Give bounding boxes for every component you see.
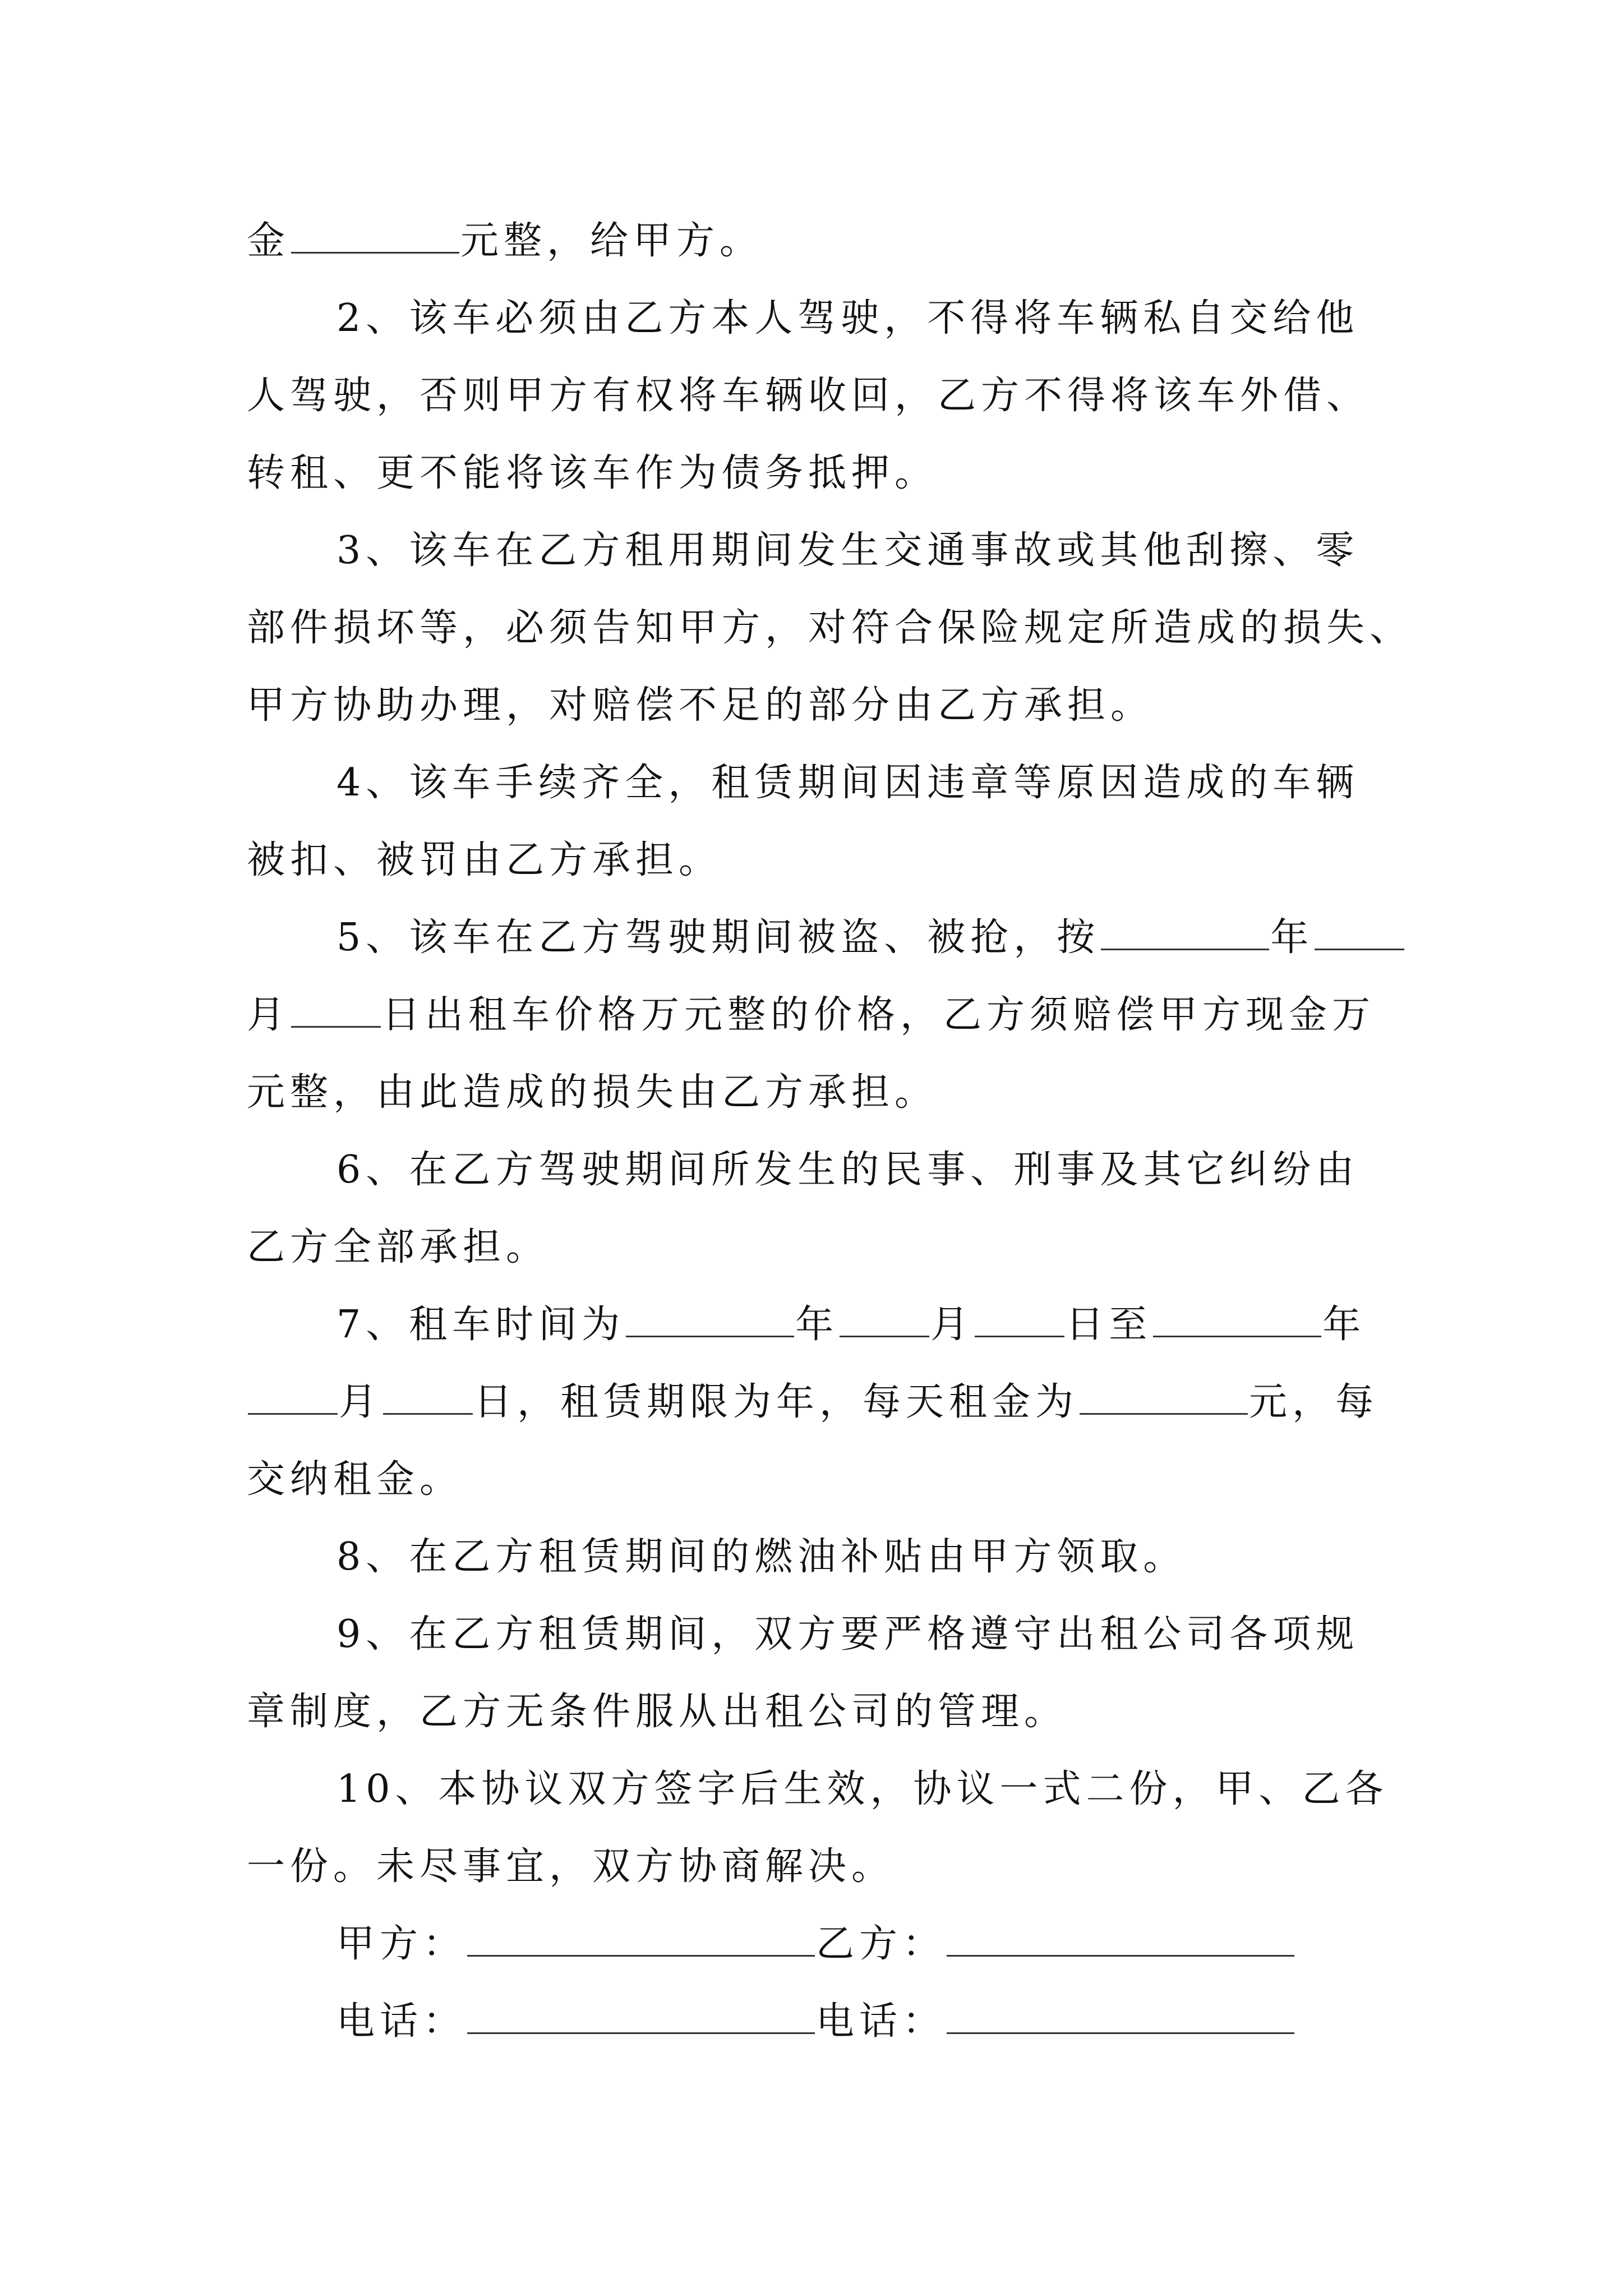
paragraph-line: [247, 1839, 895, 1895]
paragraph-line: [247, 1452, 463, 1508]
line-text: 章制度，乙方无条件服从出租公司的管理。: [247, 1690, 1068, 1734]
fill-blank: [1315, 912, 1404, 950]
phone-b-blank: [947, 1995, 1294, 2034]
line-text: 年: [1270, 915, 1314, 960]
phone-a-label: 电话：: [336, 1999, 467, 2044]
phone-b-label: 电话：: [816, 1999, 946, 2044]
paragraph-line: [336, 755, 1359, 811]
line-text: 被扣、被罚由乙方承担。: [247, 838, 722, 882]
paragraph-line: [247, 678, 1154, 734]
paragraph-line: [336, 910, 1405, 966]
paragraph-line: [336, 291, 1359, 347]
paragraph-line: [247, 832, 722, 889]
paragraph-line: [247, 1065, 938, 1121]
phone-a-blank: [467, 1995, 815, 2034]
fill-blank: [626, 1299, 794, 1337]
line-text: 元，每: [1249, 1380, 1379, 1424]
line-text: 日至: [1066, 1303, 1152, 1347]
paragraph-line: [247, 1684, 1067, 1740]
paragraph-line: [336, 1297, 1366, 1353]
paragraph-line: [247, 445, 938, 501]
line-text: 4、该车手续齐全，租赁期间因违章等原因造成的车辆: [336, 761, 1359, 805]
party-b-label: 乙方：: [816, 1922, 946, 1966]
paragraph-line: [336, 1529, 1186, 1585]
line-text: 部件损坏等，必须告知甲方，对符合保险规定所造成的损失、: [247, 606, 1413, 650]
line-text: 月: [339, 1380, 382, 1424]
line-text: 7、租车时间为: [336, 1303, 625, 1347]
party-a-label: 甲方：: [336, 1922, 467, 1966]
line-text: 转租、更不能将该车作为债务抵押。: [247, 451, 938, 495]
fill-blank: [383, 1376, 473, 1415]
fill-blank: [975, 1299, 1064, 1337]
fill-blank: [291, 215, 459, 254]
line-text: 3、该车在乙方租用期间发生交通事故或其他刮擦、零: [336, 528, 1359, 573]
line-text: 2、该车必须由乙方本人驾驶，不得将车辆私自交给他: [336, 296, 1359, 341]
line-text: 元整，给甲方。: [460, 219, 763, 263]
line-text: 8、在乙方租赁期间的燃油补贴由甲方领取。: [336, 1535, 1187, 1579]
party-b-signature-blank: [947, 1918, 1294, 1957]
paragraph-line: [336, 523, 1359, 579]
line-text: 一份。未尽事宜，双方协商解决。: [247, 1844, 895, 1889]
line-text: 9、在乙方租赁期间，双方要严格遵守出租公司各项规: [336, 1612, 1359, 1657]
line-text: 日，租赁期限为年，每天租金为: [474, 1380, 1079, 1424]
line-text: 乙方全部承担。: [247, 1225, 550, 1269]
line-text: 日出租车价格万元整的价格，乙方须赔偿甲方现金万: [382, 993, 1376, 1037]
party-a-signature-blank: [467, 1918, 815, 1957]
signature-row-phones: [336, 1994, 1295, 2050]
line-text: 月: [930, 1303, 974, 1347]
line-text: 5、该车在乙方驾驶期间被盗、被抢，按: [336, 915, 1100, 960]
line-text: 金: [247, 219, 291, 263]
line-text: 年: [1322, 1303, 1366, 1347]
line-text: 元整，由此造成的损失由乙方承担。: [247, 1070, 938, 1115]
fill-blank: [1153, 1299, 1321, 1337]
paragraph-line: [247, 600, 1413, 656]
line-text: 6、在乙方驾驶期间所发生的民事、刑事及其它纠纷由: [336, 1148, 1359, 1192]
line-text: 月: [247, 993, 291, 1037]
paragraph-line: [247, 1220, 549, 1276]
fill-blank: [291, 989, 381, 1028]
paragraph-line: [336, 1142, 1359, 1198]
fill-blank: [248, 1376, 338, 1415]
paragraph-line: [336, 1607, 1359, 1663]
paragraph-line: [336, 1761, 1389, 1818]
paragraph-line: [247, 1374, 1378, 1430]
paragraph-line: [247, 368, 1370, 424]
fill-blank: [1101, 912, 1269, 950]
fill-blank: [1080, 1376, 1248, 1415]
line-text: 甲方协助办理，对赔偿不足的部分由乙方承担。: [247, 683, 1154, 728]
line-text: 人驾驶，否则甲方有权将车辆收回，乙方不得将该车外借、: [247, 374, 1370, 418]
paragraph-line: [247, 987, 1375, 1043]
signature-row-parties: [336, 1916, 1295, 1972]
line-text: 10、本协议双方签字后生效，协议一式二份，甲、乙各: [336, 1767, 1389, 1811]
fill-blank: [840, 1299, 929, 1337]
line-text: 年: [795, 1303, 839, 1347]
line-text: 交纳租金。: [247, 1457, 463, 1502]
paragraph-line: [247, 213, 763, 269]
